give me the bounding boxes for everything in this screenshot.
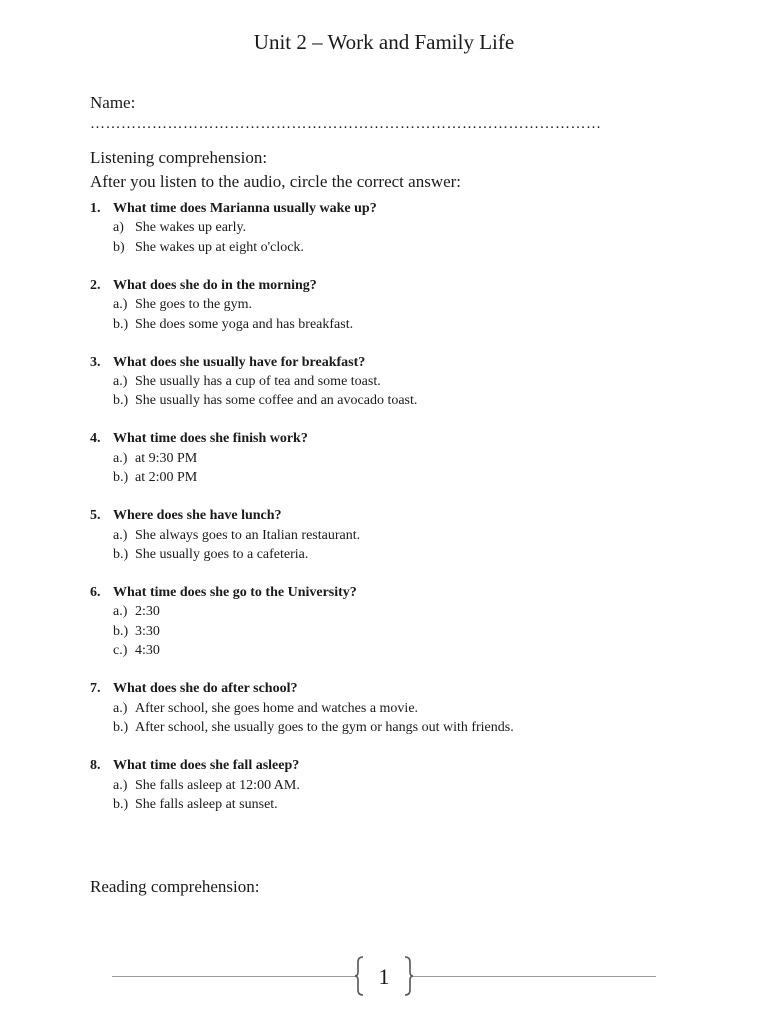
question-number: 6. bbox=[90, 585, 101, 601]
question-line bbox=[90, 199, 690, 218]
option-text: 2:30 bbox=[135, 604, 160, 620]
answer-option bbox=[90, 718, 690, 737]
option-label: b.) bbox=[113, 393, 129, 409]
option-text: She falls asleep at 12:00 AM. bbox=[135, 777, 300, 793]
question-text: What time does Marianna usually wake up? bbox=[113, 201, 377, 216]
answer-option bbox=[90, 449, 690, 468]
question-line bbox=[90, 679, 690, 698]
question-text: What time does she finish work? bbox=[113, 431, 308, 447]
question-item bbox=[90, 353, 690, 411]
question-line bbox=[90, 429, 690, 448]
option-label: a.) bbox=[113, 297, 128, 313]
question-text: Where does she have lunch? bbox=[113, 508, 282, 524]
listening-instruction: After you listen to the audio, circle the correct answer: bbox=[90, 172, 462, 191]
answer-option bbox=[90, 315, 690, 334]
question-item bbox=[90, 506, 690, 564]
option-text: 3:30 bbox=[135, 623, 160, 639]
question-line bbox=[90, 583, 690, 602]
listening-heading: Listening comprehension: bbox=[90, 148, 268, 167]
option-label: a.) bbox=[113, 700, 128, 716]
answer-option bbox=[90, 795, 690, 814]
question-line bbox=[90, 353, 690, 372]
answer-option bbox=[90, 526, 690, 545]
question-item bbox=[90, 583, 690, 661]
answer-option bbox=[90, 622, 690, 641]
question-line bbox=[90, 506, 690, 525]
page-number: 1 bbox=[378, 964, 390, 989]
option-label: b) bbox=[113, 239, 125, 255]
option-text: She wakes up at eight o'clock. bbox=[135, 239, 304, 255]
answer-option bbox=[90, 641, 690, 660]
question-line bbox=[90, 276, 690, 295]
option-text: She wakes up early. bbox=[135, 220, 247, 236]
answer-option bbox=[90, 391, 690, 410]
question-number: 8. bbox=[90, 758, 101, 774]
option-text: 4:30 bbox=[135, 643, 160, 659]
option-label: c.) bbox=[113, 643, 128, 659]
answer-option bbox=[90, 699, 690, 718]
question-text: What time does she go to the University? bbox=[113, 585, 357, 601]
question-text: What time does she fall asleep? bbox=[113, 758, 300, 774]
footer-rule-left bbox=[112, 976, 356, 977]
option-label: a.) bbox=[113, 777, 128, 793]
question-number: 4. bbox=[90, 431, 101, 447]
question-text: What does she do after school? bbox=[113, 681, 298, 697]
question-number: 3. bbox=[90, 354, 101, 370]
answer-option bbox=[90, 468, 690, 487]
option-label: a) bbox=[113, 220, 124, 236]
option-label: b.) bbox=[113, 796, 129, 812]
option-text: at 2:00 PM bbox=[135, 470, 198, 486]
question-number: 2. bbox=[90, 277, 101, 293]
option-label: a.) bbox=[113, 450, 128, 466]
question-text: What does she do in the morning? bbox=[113, 277, 317, 293]
option-text: She does some yoga and has breakfast. bbox=[135, 316, 354, 332]
option-label: b.) bbox=[113, 547, 129, 563]
answer-option bbox=[90, 238, 690, 257]
option-label: b.) bbox=[113, 470, 129, 486]
question-text: What does she usually have for breakfast? bbox=[113, 354, 366, 370]
option-text: She always goes to an Italian restaurant. bbox=[135, 527, 361, 543]
option-label: b.) bbox=[113, 316, 129, 332]
name-label: Name: bbox=[90, 93, 136, 112]
option-text: She usually goes to a cafeteria. bbox=[135, 547, 309, 563]
option-text: She usually has a cup of tea and some toast. bbox=[135, 374, 381, 390]
name-dotted-line: ……………………………………………………………………………………… bbox=[90, 116, 602, 132]
answer-option bbox=[90, 602, 690, 621]
question-item bbox=[90, 756, 690, 814]
option-text: After school, she usually goes to the gym or hangs out with friends. bbox=[135, 720, 514, 736]
option-label: a.) bbox=[113, 604, 128, 620]
question-line bbox=[90, 756, 690, 775]
question-number: 5. bbox=[90, 508, 101, 524]
option-text: She usually has some coffee and an avocado toast. bbox=[135, 393, 418, 409]
option-text: She falls asleep at sunset. bbox=[135, 796, 278, 812]
answer-option bbox=[90, 295, 690, 314]
option-label: a.) bbox=[113, 527, 128, 543]
question-item bbox=[90, 276, 690, 334]
option-label: b.) bbox=[113, 720, 129, 736]
option-text: She goes to the gym. bbox=[135, 297, 253, 313]
option-label: b.) bbox=[113, 623, 129, 639]
answer-option bbox=[90, 545, 690, 564]
footer-rule-right bbox=[412, 976, 656, 977]
answer-option bbox=[90, 218, 690, 237]
option-text: After school, she goes home and watches a movie. bbox=[135, 700, 419, 716]
answer-option bbox=[90, 776, 690, 795]
option-text: at 9:30 PM bbox=[135, 450, 198, 466]
question-list bbox=[90, 199, 690, 833]
answer-option bbox=[90, 372, 690, 391]
question-item bbox=[90, 199, 690, 257]
reading-heading: Reading comprehension: bbox=[90, 877, 260, 896]
option-label: a.) bbox=[113, 374, 128, 390]
question-number: 1. bbox=[90, 201, 101, 216]
page-title: Unit 2 – Work and Family Life bbox=[253, 30, 515, 54]
question-item bbox=[90, 679, 690, 737]
question-item bbox=[90, 429, 690, 487]
question-number: 7. bbox=[90, 681, 101, 697]
